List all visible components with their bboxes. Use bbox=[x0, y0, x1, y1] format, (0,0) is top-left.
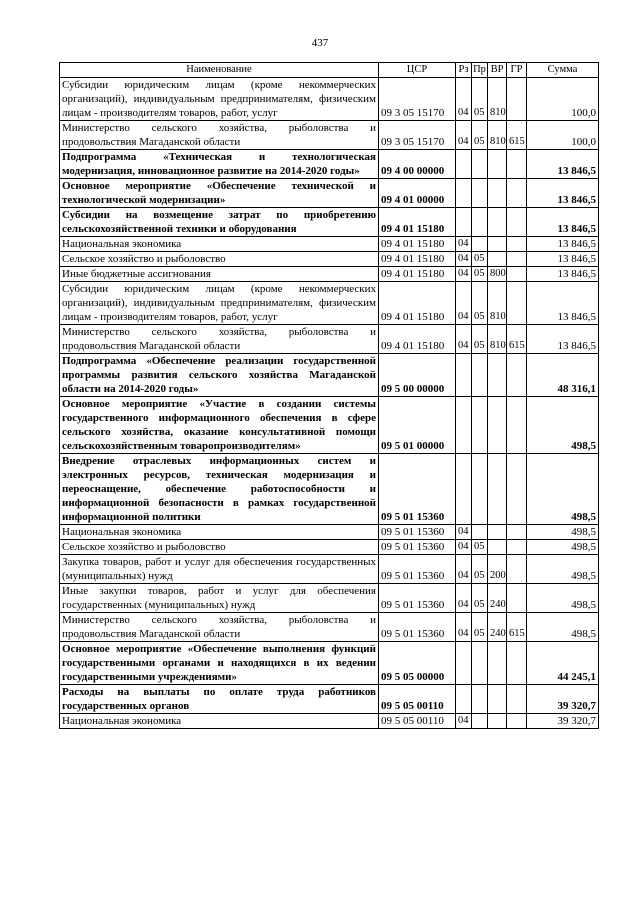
row-vr-cell bbox=[488, 642, 507, 685]
table-row bbox=[60, 78, 599, 121]
row-csr-cell: 09 4 01 00000 bbox=[379, 179, 456, 208]
row-rz-cell: 04 bbox=[456, 613, 472, 642]
row-vr-cell: 810 bbox=[488, 325, 507, 354]
row-csr-cell: 09 4 01 15180 bbox=[379, 252, 456, 267]
table-row bbox=[60, 397, 599, 454]
row-sum-cell: 39 320,7 bbox=[527, 685, 599, 714]
row-csr-cell: 09 5 01 15360 bbox=[379, 555, 456, 584]
row-gr-cell bbox=[507, 525, 527, 540]
row-rz-cell bbox=[456, 179, 472, 208]
row-gr-cell bbox=[507, 354, 527, 397]
row-name-cell: Министерство сельского хозяйства, рыболовства и продовольствия Магаданской области bbox=[60, 121, 379, 150]
row-gr-cell bbox=[507, 237, 527, 252]
row-pr-cell: 05 bbox=[472, 78, 488, 121]
row-csr-cell: 09 5 01 15360 bbox=[379, 584, 456, 613]
table-row bbox=[60, 237, 599, 252]
row-vr-cell bbox=[488, 237, 507, 252]
row-name-cell: Субсидии юридическим лицам (кроме некоммерческих организаций), индивидуальным предпринимателям, физическим лицам - производителям товаров, работ, услуг bbox=[60, 78, 379, 121]
row-rz-cell: 04 bbox=[456, 540, 472, 555]
row-name-cell: Иные закупки товаров, работ и услуг для обеспечения государственных (муниципальных) нужд bbox=[60, 584, 379, 613]
row-vr-cell bbox=[488, 150, 507, 179]
table-row bbox=[60, 642, 599, 685]
row-vr-cell bbox=[488, 354, 507, 397]
row-pr-cell bbox=[472, 397, 488, 454]
row-rz-cell bbox=[456, 685, 472, 714]
row-csr-cell: 09 5 00 00000 bbox=[379, 354, 456, 397]
row-csr-cell: 09 4 01 15180 bbox=[379, 325, 456, 354]
row-rz-cell: 04 bbox=[456, 584, 472, 613]
table-row bbox=[60, 540, 599, 555]
row-rz-cell: 04 bbox=[456, 555, 472, 584]
row-pr-cell: 05 bbox=[472, 252, 488, 267]
row-csr-cell: 09 5 05 00110 bbox=[379, 685, 456, 714]
budget-table bbox=[59, 62, 599, 729]
table-header-row bbox=[60, 63, 599, 78]
row-gr-cell bbox=[507, 454, 527, 525]
row-rz-cell: 04 bbox=[456, 267, 472, 282]
row-rz-cell bbox=[456, 354, 472, 397]
row-sum-cell: 498,5 bbox=[527, 525, 599, 540]
row-pr-cell: 05 bbox=[472, 584, 488, 613]
table-row bbox=[60, 282, 599, 325]
row-gr-cell bbox=[507, 208, 527, 237]
row-rz-cell: 04 bbox=[456, 282, 472, 325]
row-rz-cell: 04 bbox=[456, 78, 472, 121]
row-name-cell: Сельское хозяйство и рыболовство bbox=[60, 252, 379, 267]
row-gr-cell bbox=[507, 282, 527, 325]
row-vr-cell bbox=[488, 179, 507, 208]
row-name-cell: Национальная экономика bbox=[60, 525, 379, 540]
row-pr-cell bbox=[472, 685, 488, 714]
row-gr-cell bbox=[507, 584, 527, 613]
table-row bbox=[60, 555, 599, 584]
row-vr-cell bbox=[488, 540, 507, 555]
row-sum-cell: 44 245,1 bbox=[527, 642, 599, 685]
row-csr-cell: 09 5 01 15360 bbox=[379, 454, 456, 525]
row-name-cell: Основное мероприятие «Обеспечение выполнения функций государственными органами и находящихся в их ведении государственными учреждениями» bbox=[60, 642, 379, 685]
row-name-cell: Расходы на выплаты по оплате труда работников государственных органов bbox=[60, 685, 379, 714]
header-rz: Рз bbox=[456, 63, 472, 78]
row-csr-cell: 09 5 05 00110 bbox=[379, 714, 456, 729]
page-number: 437 bbox=[311, 37, 329, 49]
row-vr-cell: 810 bbox=[488, 121, 507, 150]
row-name-cell: Министерство сельского хозяйства, рыболовства и продовольствия Магаданской области bbox=[60, 325, 379, 354]
row-sum-cell: 498,5 bbox=[527, 540, 599, 555]
table-row bbox=[60, 613, 599, 642]
row-gr-cell: 615 bbox=[507, 325, 527, 354]
row-pr-cell bbox=[472, 150, 488, 179]
row-name-cell: Иные бюджетные ассигнования bbox=[60, 267, 379, 282]
row-pr-cell: 05 bbox=[472, 613, 488, 642]
row-pr-cell: 05 bbox=[472, 121, 488, 150]
row-rz-cell: 04 bbox=[456, 237, 472, 252]
row-vr-cell bbox=[488, 525, 507, 540]
table-row bbox=[60, 525, 599, 540]
row-name-cell: Сельское хозяйство и рыболовство bbox=[60, 540, 379, 555]
row-rz-cell: 04 bbox=[456, 714, 472, 729]
row-gr-cell bbox=[507, 397, 527, 454]
table-row bbox=[60, 267, 599, 282]
row-gr-cell: 615 bbox=[507, 613, 527, 642]
row-name-cell: Подпрограмма «Обеспечение реализации государственной программы развития сельского хозяйства Магаданской области на 2014-2020 годы» bbox=[60, 354, 379, 397]
table-row bbox=[60, 714, 599, 729]
row-rz-cell bbox=[456, 397, 472, 454]
row-vr-cell: 800 bbox=[488, 267, 507, 282]
row-sum-cell: 13 846,5 bbox=[527, 325, 599, 354]
row-pr-cell bbox=[472, 354, 488, 397]
table-row bbox=[60, 354, 599, 397]
header-sum: Сумма bbox=[527, 63, 599, 78]
row-csr-cell: 09 5 01 15360 bbox=[379, 613, 456, 642]
row-rz-cell: 04 bbox=[456, 525, 472, 540]
row-gr-cell bbox=[507, 179, 527, 208]
row-pr-cell: 05 bbox=[472, 282, 488, 325]
row-sum-cell: 100,0 bbox=[527, 121, 599, 150]
row-vr-cell: 810 bbox=[488, 282, 507, 325]
row-gr-cell bbox=[507, 540, 527, 555]
row-pr-cell bbox=[472, 454, 488, 525]
table-row bbox=[60, 584, 599, 613]
row-name-cell: Внедрение отраслевых информационных систем и электронных ресурсов, техническая модернизация и переоснащение, обеспечение работоспособности и информационной безопасности в рамках государственной информационной политики bbox=[60, 454, 379, 525]
row-pr-cell bbox=[472, 208, 488, 237]
header-vr: ВР bbox=[488, 63, 507, 78]
row-pr-cell bbox=[472, 714, 488, 729]
row-name-cell: Основное мероприятие «Участие в создании системы государственного информационного обеспечения в сфере сельского хозяйства, оказание консультативной помощи сельскохозяйственным товаропроизводителям» bbox=[60, 397, 379, 454]
row-pr-cell bbox=[472, 642, 488, 685]
table-row bbox=[60, 685, 599, 714]
row-sum-cell: 498,5 bbox=[527, 613, 599, 642]
row-gr-cell bbox=[507, 642, 527, 685]
table-row bbox=[60, 325, 599, 354]
row-rz-cell bbox=[456, 642, 472, 685]
row-vr-cell bbox=[488, 397, 507, 454]
table-row bbox=[60, 252, 599, 267]
row-gr-cell bbox=[507, 252, 527, 267]
row-name-cell: Национальная экономика bbox=[60, 237, 379, 252]
row-csr-cell: 09 4 01 15180 bbox=[379, 282, 456, 325]
row-gr-cell bbox=[507, 555, 527, 584]
row-gr-cell bbox=[507, 150, 527, 179]
row-csr-cell: 09 5 01 15360 bbox=[379, 525, 456, 540]
table-body bbox=[60, 78, 599, 729]
row-rz-cell: 04 bbox=[456, 121, 472, 150]
row-vr-cell: 240 bbox=[488, 584, 507, 613]
row-sum-cell: 498,5 bbox=[527, 584, 599, 613]
row-rz-cell: 04 bbox=[456, 325, 472, 354]
row-rz-cell bbox=[456, 454, 472, 525]
row-sum-cell: 13 846,5 bbox=[527, 150, 599, 179]
row-csr-cell: 09 4 00 00000 bbox=[379, 150, 456, 179]
row-sum-cell: 498,5 bbox=[527, 397, 599, 454]
row-pr-cell: 05 bbox=[472, 540, 488, 555]
row-pr-cell: 05 bbox=[472, 267, 488, 282]
row-csr-cell: 09 4 01 15180 bbox=[379, 208, 456, 237]
row-name-cell: Субсидии юридическим лицам (кроме некоммерческих организаций), индивидуальным предпринимателям, физическим лицам - производителям товаров, работ, услуг bbox=[60, 282, 379, 325]
row-vr-cell bbox=[488, 454, 507, 525]
row-rz-cell: 04 bbox=[456, 252, 472, 267]
row-rz-cell bbox=[456, 150, 472, 179]
row-csr-cell: 09 5 05 00000 bbox=[379, 642, 456, 685]
row-csr-cell: 09 5 01 00000 bbox=[379, 397, 456, 454]
header-gr: ГР bbox=[507, 63, 527, 78]
row-gr-cell: 615 bbox=[507, 121, 527, 150]
row-gr-cell bbox=[507, 714, 527, 729]
table-row bbox=[60, 454, 599, 525]
table-row bbox=[60, 150, 599, 179]
row-name-cell: Закупка товаров, работ и услуг для обеспечения государственных (муниципальных) нужд bbox=[60, 555, 379, 584]
table-row bbox=[60, 121, 599, 150]
row-sum-cell: 13 846,5 bbox=[527, 208, 599, 237]
row-name-cell: Подпрограмма «Техническая и технологическая модернизация, инновационное развитие на 2014-2020 годы» bbox=[60, 150, 379, 179]
table-row bbox=[60, 179, 599, 208]
row-vr-cell: 240 bbox=[488, 613, 507, 642]
row-gr-cell bbox=[507, 78, 527, 121]
row-pr-cell: 05 bbox=[472, 325, 488, 354]
row-sum-cell: 498,5 bbox=[527, 555, 599, 584]
row-vr-cell: 810 bbox=[488, 78, 507, 121]
row-sum-cell: 13 846,5 bbox=[527, 282, 599, 325]
row-name-cell: Субсидии на возмещение затрат по приобретению сельскохозяйственной техники и оборудования bbox=[60, 208, 379, 237]
row-sum-cell: 498,5 bbox=[527, 454, 599, 525]
row-csr-cell: 09 5 01 15360 bbox=[379, 540, 456, 555]
row-pr-cell: 05 bbox=[472, 555, 488, 584]
row-rz-cell bbox=[456, 208, 472, 237]
row-name-cell: Основное мероприятие «Обеспечение технической и технологической модернизации» bbox=[60, 179, 379, 208]
row-sum-cell: 13 846,5 bbox=[527, 267, 599, 282]
row-csr-cell: 09 3 05 15170 bbox=[379, 78, 456, 121]
row-sum-cell: 13 846,5 bbox=[527, 252, 599, 267]
row-vr-cell bbox=[488, 208, 507, 237]
row-csr-cell: 09 4 01 15180 bbox=[379, 237, 456, 252]
header-csr: ЦСР bbox=[379, 63, 456, 78]
row-vr-cell bbox=[488, 685, 507, 714]
row-sum-cell: 100,0 bbox=[527, 78, 599, 121]
row-gr-cell bbox=[507, 267, 527, 282]
row-pr-cell bbox=[472, 525, 488, 540]
row-sum-cell: 13 846,5 bbox=[527, 179, 599, 208]
row-pr-cell bbox=[472, 179, 488, 208]
row-name-cell: Министерство сельского хозяйства, рыболовства и продовольствия Магаданской области bbox=[60, 613, 379, 642]
row-sum-cell: 13 846,5 bbox=[527, 237, 599, 252]
row-sum-cell: 48 316,1 bbox=[527, 354, 599, 397]
row-name-cell: Национальная экономика bbox=[60, 714, 379, 729]
row-gr-cell bbox=[507, 685, 527, 714]
row-vr-cell bbox=[488, 252, 507, 267]
table-row bbox=[60, 208, 599, 237]
header-name: Наименование bbox=[60, 63, 379, 78]
row-vr-cell: 200 bbox=[488, 555, 507, 584]
row-csr-cell: 09 4 01 15180 bbox=[379, 267, 456, 282]
row-sum-cell: 39 320,7 bbox=[527, 714, 599, 729]
row-csr-cell: 09 3 05 15170 bbox=[379, 121, 456, 150]
row-vr-cell bbox=[488, 714, 507, 729]
row-pr-cell bbox=[472, 237, 488, 252]
header-pr: Пр bbox=[472, 63, 488, 78]
